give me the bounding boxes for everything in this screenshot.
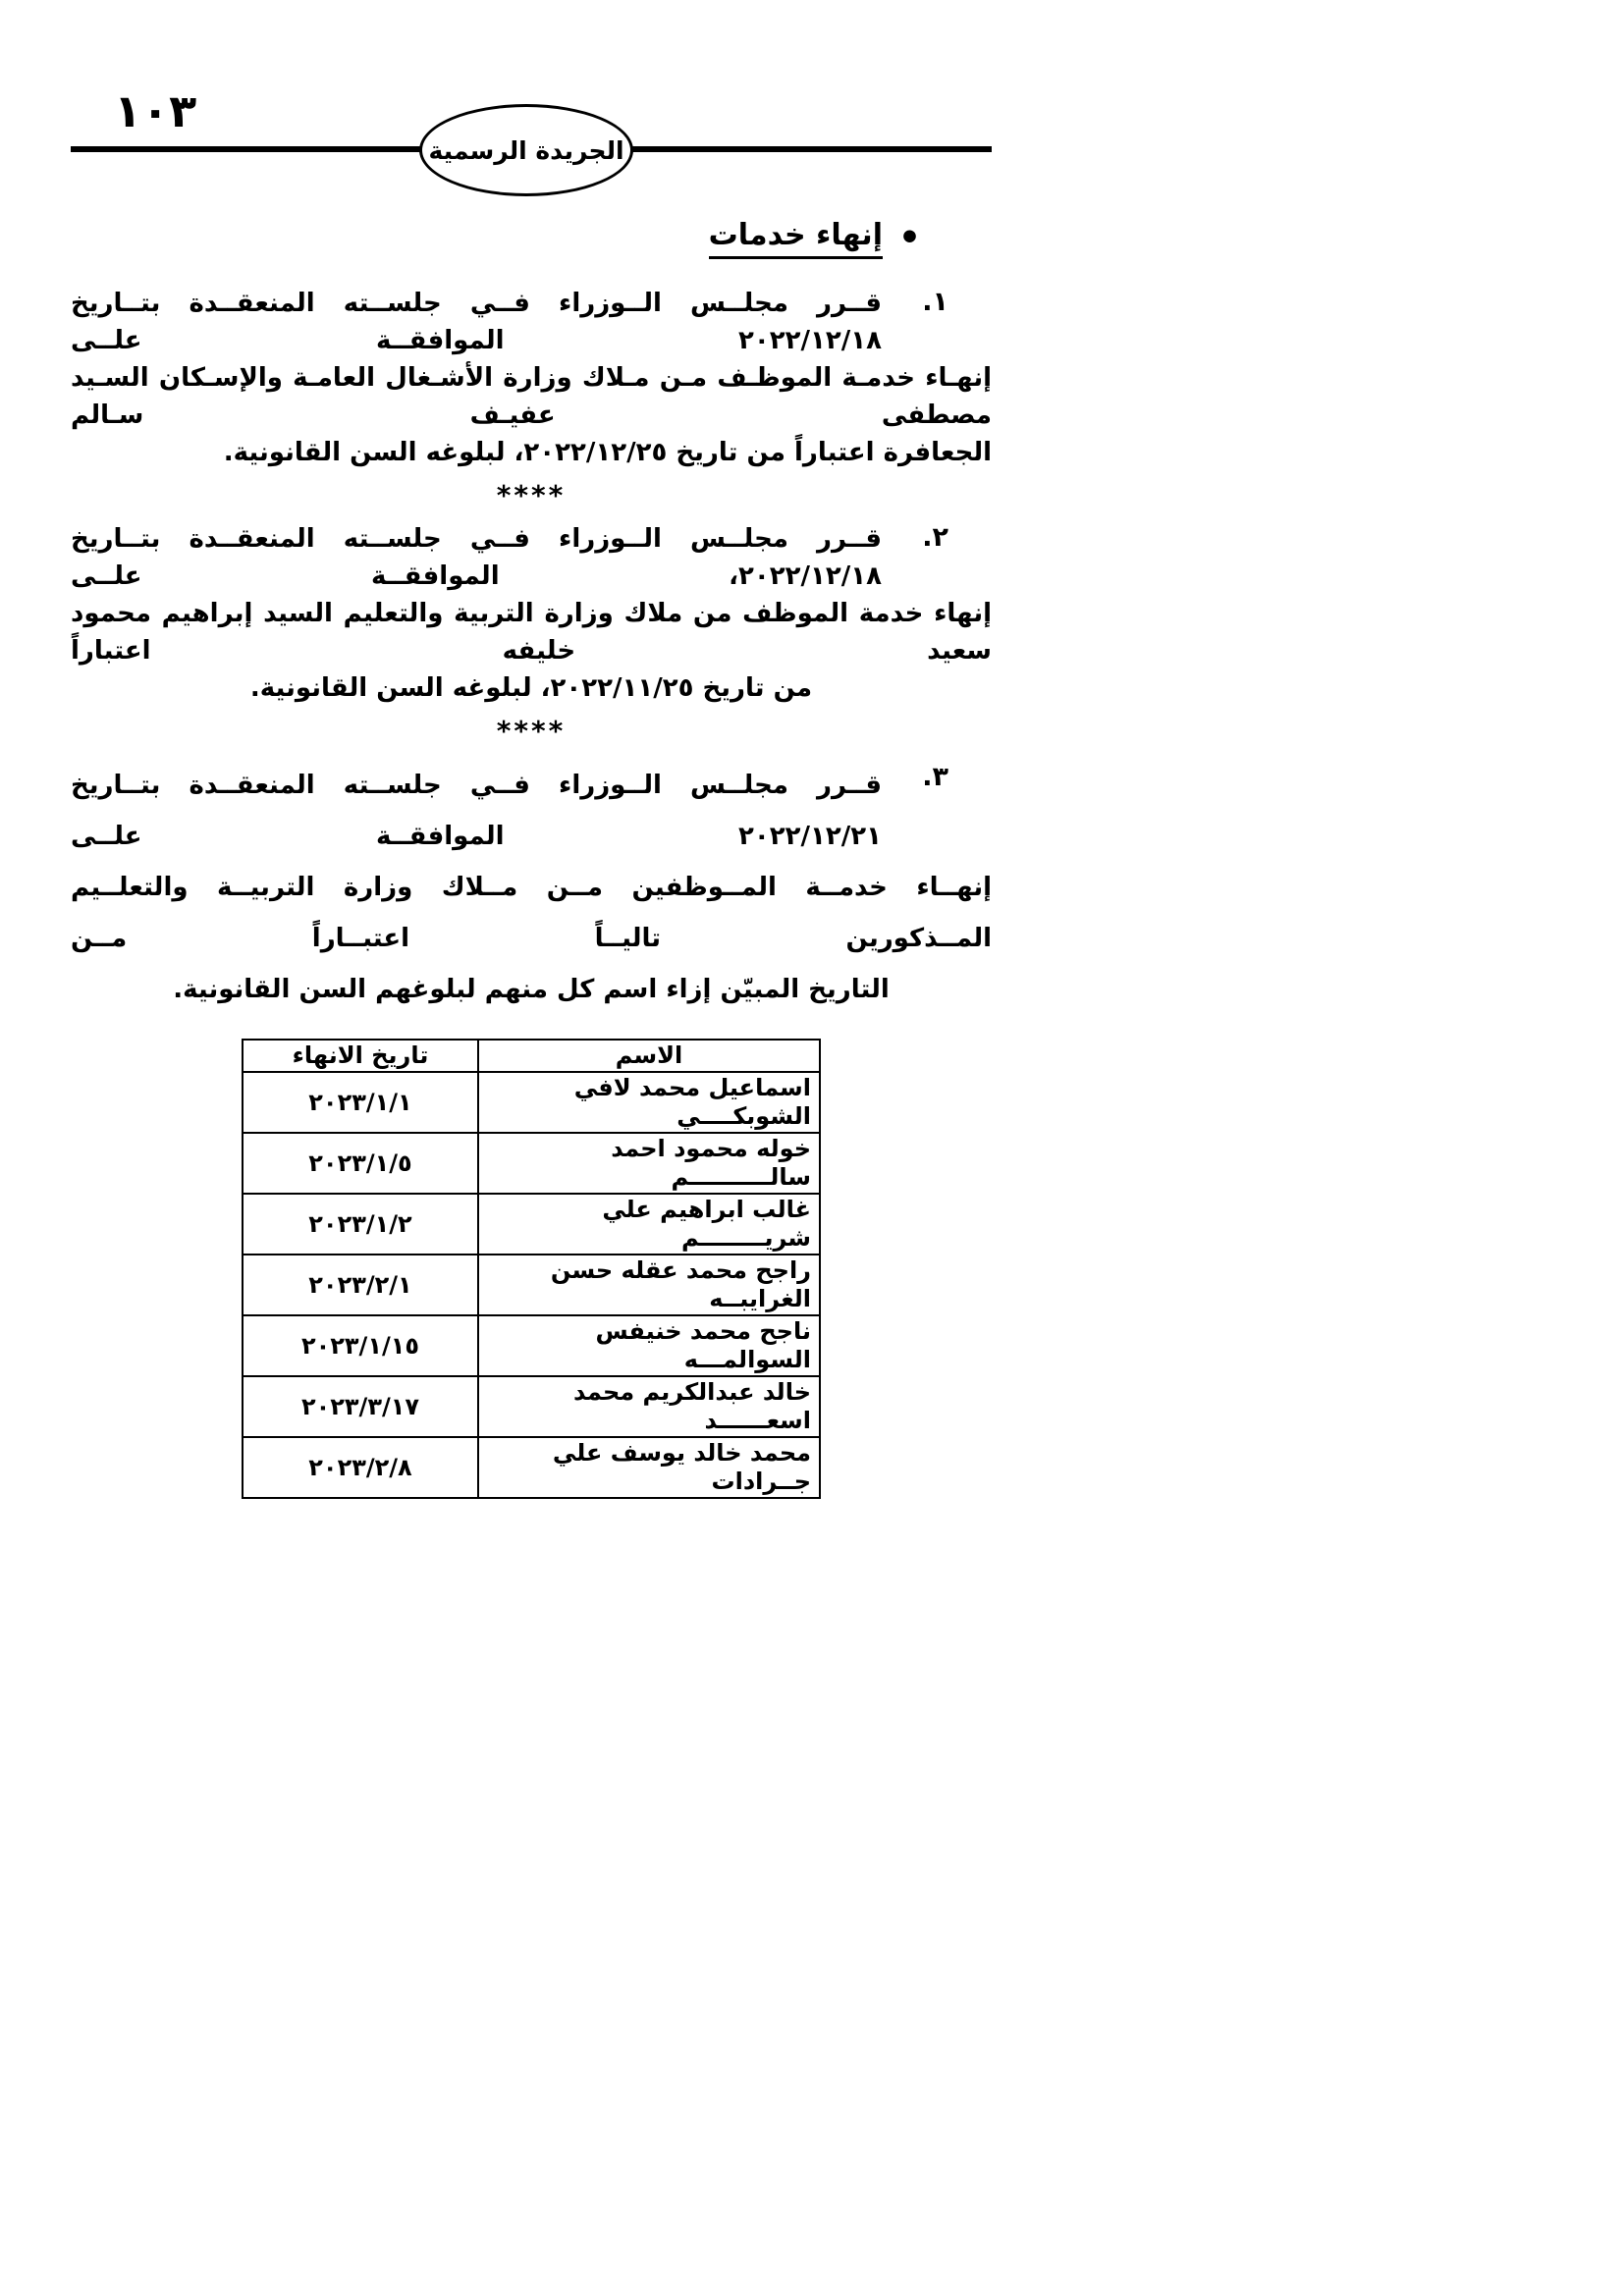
decision-3-line-1: قــرر مجلــس الــوزراء فــي جلســته المنعقــدة بتــاريخ ٢٠٢٢/١٢/٢١ الموافقــة علــى [71, 771, 882, 851]
end-date-cell: ٢٠٢٣/١/١٥ [243, 1315, 478, 1376]
decision-1-line-3: الجعافرة اعتباراً من تاريخ ٢٠٢٢/١٢/٢٥، لبلوغه السن القانونية. [223, 438, 992, 467]
table-row [243, 1133, 820, 1194]
item-3-number: ٣. [922, 762, 948, 792]
employee-name-cell: خالد عبدالكريم محمد اسعــــــد [478, 1376, 820, 1437]
gazette-name: الجريدة الرسمية [428, 135, 624, 165]
end-date-cell: ٢٠٢٣/٢/١ [243, 1255, 478, 1315]
employee-name-cell: خوله محمود احمد سالــــــــــم [478, 1133, 820, 1194]
table-header-row [243, 1040, 820, 1072]
employee-name-cell: ناجح محمد خنيفس السوالمـــه [478, 1315, 820, 1376]
decision-1-line-1: قــرر مجلــس الــوزراء فــي جلســته المنعقــدة بتــاريخ ٢٠٢٢/١٢/١٨ الموافقــة علــى [71, 289, 882, 355]
end-date-cell: ٢٠٢٣/٢/٨ [243, 1437, 478, 1498]
separator-stars: **** [496, 479, 567, 511]
table-row [243, 1072, 820, 1133]
table-row [243, 1255, 820, 1315]
decision-2-line-3: من تاريخ ٢٠٢٢/١١/٢٥، لبلوغه السن القانونية. [249, 673, 813, 703]
item-1-number: ١. [922, 287, 948, 317]
gazette-name-badge [419, 104, 633, 196]
table-row [243, 1437, 820, 1498]
table-header-name: الاسم [478, 1040, 820, 1072]
table-header-end-date: تاريخ الانهاء [243, 1040, 478, 1072]
table-row [243, 1194, 820, 1255]
decision-3-line-3: التاريخ المبيّن إزاء اسم كل منهم لبلوغهم السن القانونية. [173, 975, 890, 1004]
employee-name-cell: اسماعيل محمد لافي الشوبكــــي [478, 1072, 820, 1133]
item-2-number: ٢. [922, 522, 948, 553]
end-date-cell: ٢٠٢٣/١/١ [243, 1072, 478, 1133]
decision-2-line-2: إنهاء خدمة الموظف من ملاك وزارة التربية والتعليم السيد إبراهيم محمود سعيد خليفه اعتباراً [71, 599, 992, 666]
separator-stars: **** [496, 715, 567, 747]
table-row [243, 1376, 820, 1437]
decision-item-1 [71, 285, 992, 471]
bullet-icon: • [897, 218, 921, 258]
decision-item-2 [71, 520, 992, 707]
decision-2-line-1: قــرر مجلــس الــوزراء فــي جلســته المنعقــدة بتــاريخ ٢٠٢٢/١٢/١٨، الموافقــة علــى [71, 524, 882, 591]
employee-name-cell: محمد خالد يوسف علي جــرادات [478, 1437, 820, 1498]
section-title: إنهاء خدمات [709, 218, 883, 259]
end-date-cell: ٢٠٢٣/١/٥ [243, 1133, 478, 1194]
decision-1-line-2: إنهـاء خدمـة الموظـف مـن مـلاك وزارة الأشـغال العامـة والإسـكان السـيد مصطفى عفيـف سـالم [71, 363, 992, 430]
page-number: ١٠٣ [114, 84, 197, 137]
termination-table [242, 1039, 821, 1499]
end-date-cell: ٢٠٢٣/١/٢ [243, 1194, 478, 1255]
end-date-cell: ٢٠٢٣/٣/١٧ [243, 1376, 478, 1437]
section-heading [71, 218, 921, 259]
table-row [243, 1315, 820, 1376]
decision-item-3 [71, 760, 992, 1015]
decision-3-line-2: إنهــاء خدمــة المــوظفين مــن مــلاك وزارة التربيــة والتعلــيم المــذكورين تاليــاً اعتبــاراً مــن [71, 873, 992, 953]
employee-name-cell: راجح محمد عقله حسن الغرايبــه [478, 1255, 820, 1315]
employee-name-cell: غالب ابراهيم علي شريــــــــم [478, 1194, 820, 1255]
page-content [71, 206, 992, 1499]
